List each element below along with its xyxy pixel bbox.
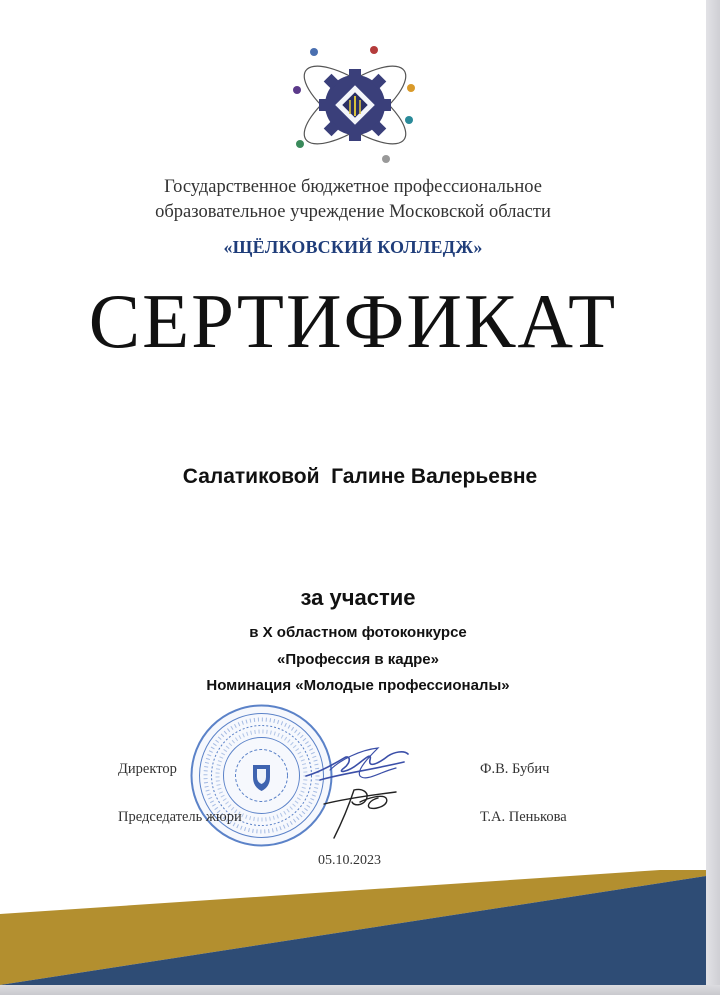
jury-chair-name: Т.А. Пенькова: [480, 809, 567, 825]
issue-date: 05.10.2023: [318, 853, 381, 868]
jury-chair-signature: [320, 784, 400, 844]
organization-line-2: образовательное учреждение Московской области: [155, 202, 551, 222]
director-name: Ф.В. Бубич: [480, 761, 550, 777]
director-role: Директор: [118, 761, 177, 777]
college-name: «ЩЁЛКОВСКИЙ КОЛЛЕДЖ»: [223, 237, 483, 257]
page-edge-bottom: [0, 985, 720, 995]
certificate-title: СЕРТИФИКАТ: [88, 278, 618, 364]
organization-line-1: Государственное бюджетное профессиональное: [164, 177, 542, 197]
award-reason: за участие: [300, 585, 416, 610]
nomination: Номинация «Молодые профессионалы»: [206, 677, 510, 694]
decorative-bands: [0, 870, 706, 985]
contest-line: в X областном фотоконкурсе: [249, 624, 467, 641]
jury-chair-role: Председатель жюри: [118, 809, 242, 825]
college-logo: [290, 44, 420, 166]
page-edge-right: [706, 0, 720, 995]
contest-name: «Профессия в кадре»: [277, 651, 439, 668]
recipient-name: Салатиковой Галине Валерьевне: [182, 465, 538, 488]
